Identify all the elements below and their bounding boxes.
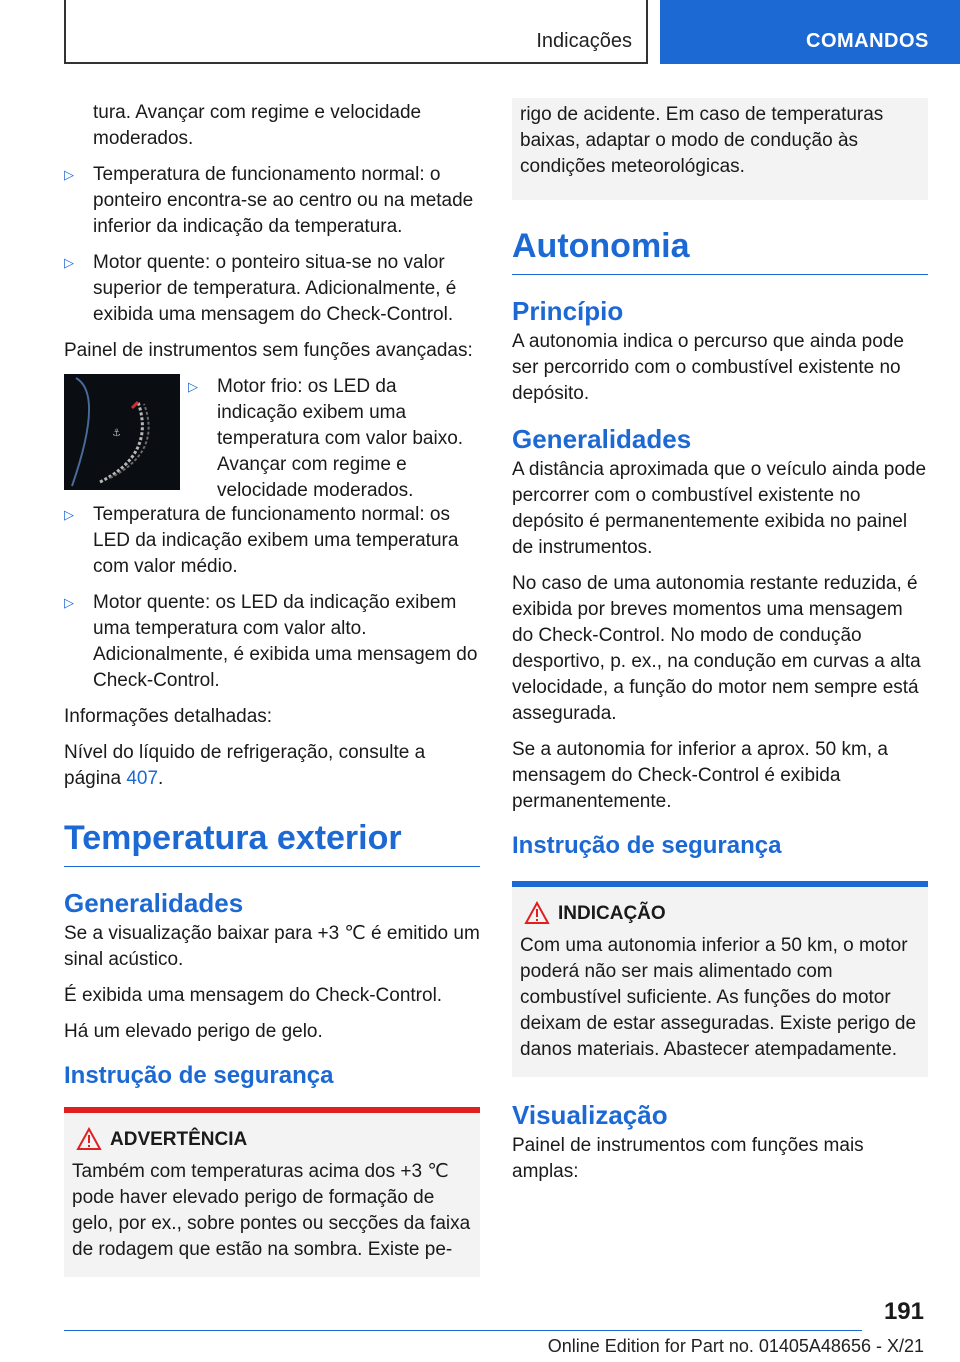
heading-generalidades: Generalidades [512,424,692,454]
paragraph: Se a autonomia for inferior a aprox. 50 km, a mensagem do Check-Control é exibida permanentemente. [512,739,888,812]
paragraph: A autonomia indica o percurso que ainda pode ser percorrido com o combustível existente no depósito. [512,331,904,404]
triangle-bullet-icon: ▷ [64,507,74,522]
paragraph: Painel de instrumentos sem funções avançadas: [64,340,473,361]
continued-text: tura. Avançar com regime e velocidade moderados. [93,102,422,149]
list-item: ▷ Temperatura de funcionamento normal: os LED da indicação exibem uma temperatura com valor médio. [64,504,459,577]
temperature-gauge-image [64,374,180,490]
paragraph: A distância aproximada que o veículo ainda pode percorrer com o combustível existente no depósito é permanentemente exibida no painel de instrumentos. [512,459,927,558]
header-section-tab[interactable] [660,0,960,64]
warning-box-continued [512,98,928,200]
left-column [64,100,480,1277]
triangle-bullet-icon: ▷ [64,255,74,270]
heading-visualizacao: Visualização [512,1100,668,1130]
paragraph: Painel de instrumentos com funções mais amplas: [512,1135,864,1182]
chapter-title: Indicações [536,30,632,52]
warning-title: ADVERTÊNCIA [110,1129,248,1150]
heading-generalidades: Generalidades [64,888,244,918]
cross-reference: Nível do líquido de refrigeração, consulte a página 407. [64,742,426,789]
heading-instrucao-seguranca: Instrução de segurança [512,832,782,859]
triangle-bullet-icon: ▷ [188,379,198,394]
note-title: INDICAÇÃO [558,903,666,924]
header-chapter-box [64,0,648,64]
paragraph: Informações detalhadas: [64,706,273,727]
paragraph: Há um elevado perigo de gelo. [64,1021,323,1042]
list-item: ▷ Temperatura de funcionamento normal: o ponteiro encontra-se ao centro ou na metade inferior da indicação da temperatura. [64,164,474,237]
list-item: ▷ Motor quente: os LED da indicação exibem uma temperatura com valor alto. Adicionalmente, é exibida uma mensagem do Check-Control. [64,592,478,691]
paragraph: No caso de uma autonomia restante reduzida, é exibida por breves momentos uma mensagem do Check-Control. No modo de condução desportivo, p. ex., na condução em curvas a alta velocidade, a função do motor nem sempre está assegurada. [512,573,921,724]
page-number: 191 [883,1298,924,1325]
triangle-bullet-icon: ▷ [64,595,74,610]
warning-triangle-icon [524,901,550,925]
warning-text: Também com temperaturas acima dos +3 ℃ pode haver elevado perigo de formação de gelo, por ex., sobre pontes ou secções da faixa de rodagem que estão na sombra. Existe pe- [72,1161,471,1260]
warning-text: rigo de acidente. Em caso de temperaturas baixas, adaptar o modo de condução às condições meteorológicas. [520,104,884,177]
page-link[interactable]: 407 [126,768,159,789]
note-text: Com uma autonomia inferior a 50 km, o motor poderá não ser mais alimentado com combustível suficiente. As funções do motor deixam de estar asseguradas. Existe perigo de danos materiais. Abastecer atempadamente. [520,935,917,1060]
list-item: ▷ Motor frio: os LED da indicação exibem uma temperatura com valor baixo. Avançar com regime e velocidade moderados. [188,376,464,501]
paragraph: É exibida uma mensagem do Check-Control. [64,985,443,1006]
heading-autonomia: Autonomia [512,226,928,275]
list-item: ▷ Motor quente: o ponteiro situa-se no valor superior de temperatura. Adicionalmente, é exibida uma mensagem do Check-Control. [64,252,457,325]
note-box [512,881,928,1077]
heading-instrucao-seguranca: Instrução de segurança [64,1062,334,1089]
warning-box [64,1107,480,1277]
image-row [64,374,480,501]
triangle-bullet-icon: ▷ [64,167,74,182]
paragraph: Se a visualização baixar para +3 ℃ é emitido um sinal acústico. [64,923,480,970]
section-title: COMANDOS [806,30,929,52]
right-column [512,100,928,1195]
warning-triangle-icon [76,1127,102,1151]
heading-temperatura-exterior: Temperatura exterior [64,818,480,867]
footer-divider [64,1330,862,1331]
footer-edition: Online Edition for Part no. 01405A48656 - X/21 [547,1336,924,1356]
svg-text:⚓: ⚓ [112,428,121,439]
heading-principio: Princípio [512,296,624,326]
